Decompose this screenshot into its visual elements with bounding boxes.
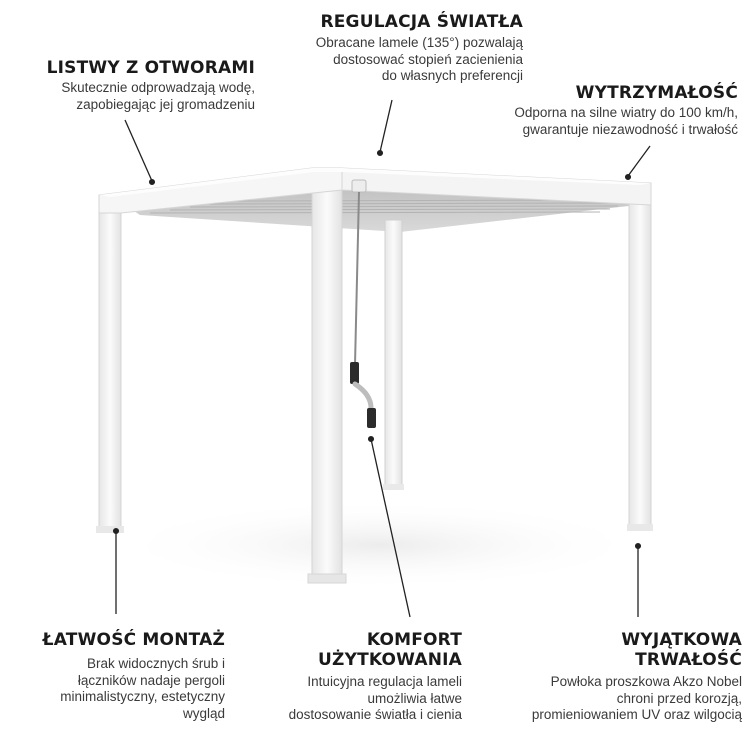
post-left-base [96,526,124,533]
callout-title-line: WYJĄTKOWA [621,630,742,650]
callout-desc-line: minimalistyczny, estetyczny [60,689,225,704]
post-rear [385,220,402,488]
callout-title-line: TRWAŁOŚĆ [635,650,742,670]
callout-desc-line: dostosowanie światła i cienia [288,707,462,722]
callout-desc-line: Brak widocznych śrub i [86,656,225,671]
callout-desc-line: Powłoka proszkowa Akzo Nobel [550,674,742,689]
callout-desc-line: dostosować stopień zacienienia [333,51,523,67]
crank-gearbox [352,180,366,192]
callout-title-line: KOMFORT [366,630,462,650]
callout-desc-line: Obracane lamele (135°) pozwalają [315,35,523,50]
callout-title: ŁATWOŚĆ MONTAŻ [42,630,225,650]
callout-desc-line: chroni przed korozją, [616,690,742,706]
crank-handle [355,384,371,410]
callout-desc-line: do własnych preferencji [381,68,523,83]
callout-desc-line: Intuicyjna regulacja lameli [307,674,462,689]
callout-perforated-slats [10,58,255,113]
callout-desc-line: wygląd [182,705,225,721]
crank-knob [367,408,376,428]
callout-desc-line: Skutecznie odprowadzają wodę, [61,80,255,95]
post-left [99,200,121,530]
post-right-base [627,524,653,531]
callout-desc-line: gwarantuje niezawodność i trwałość [522,121,738,137]
callout-desc-line: zapobiegając jej gromadzeniu [76,96,255,112]
callout-desc-line: umożliwia łatwe [367,690,462,706]
callout-desc-line: promieniowaniem UV oraz wilgocią [531,707,742,722]
post-right [629,198,651,528]
callout-desc-line: Odporna na silne wiatry do 100 km/h, [514,105,738,120]
callout-usage-comfort [246,630,462,724]
ground-shadow [110,500,650,590]
callout-title: REGULACJA ŚWIATŁA [320,12,523,32]
post-front-base [308,574,346,583]
callout-title-line: UŻYTKOWANIA [318,650,462,670]
post-front [312,175,342,580]
callout-desc-line: łączników nadaje pergoli [77,672,225,688]
callout-title: LISTWY Z OTWORAMI [46,58,255,78]
callout-title: WYTRZYMAŁOŚĆ [575,83,738,103]
callout-exceptional-durability [478,630,742,724]
callout-light-regulation [268,12,523,85]
callout-durability [456,83,738,138]
callout-easy-assembly [10,630,225,722]
post-rear-base [383,484,404,490]
crank-grip [350,362,359,384]
